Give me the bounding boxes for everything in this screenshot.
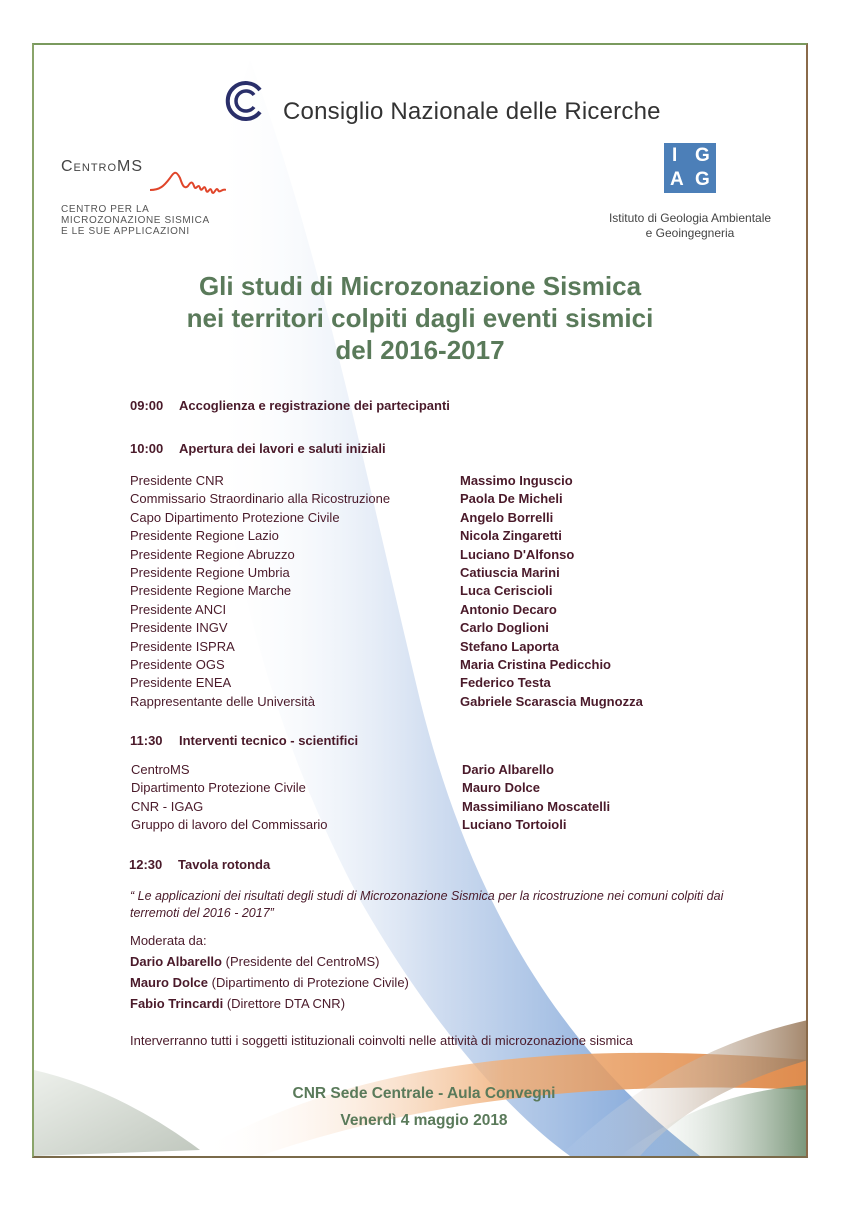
list-item: Presidente CNR bbox=[130, 473, 224, 488]
schedule-item-1000: 10:00 Apertura dei lavori e saluti iniziali bbox=[130, 441, 386, 456]
list-item: Catiuscia Marini bbox=[460, 565, 560, 581]
list-item: Luciano Tortoioli bbox=[462, 817, 567, 833]
greetings-roles bbox=[130, 472, 390, 711]
list-item: Luciano D'Alfonso bbox=[460, 546, 575, 562]
list-item: Gabriele Scarascia Mugnozza bbox=[460, 693, 643, 709]
greetings-names bbox=[460, 472, 643, 711]
list-item: CentroMS bbox=[131, 762, 190, 777]
schedule-item-0900: 09:00 Accoglienza e registrazione dei partecipanti bbox=[130, 398, 450, 413]
list-item: Rappresentante delle Università bbox=[130, 693, 315, 709]
roundtable-quote: “ Le applicazioni dei risultati degli studi di Microzonazione Sismica per la ricostruzione nei comuni colpiti dai terremoti del 2016 - 2017” bbox=[130, 889, 724, 920]
seismogram-icon bbox=[150, 168, 226, 198]
list-item: Massimiliano Moscatelli bbox=[462, 798, 611, 814]
igag-logo: I G A G bbox=[664, 143, 716, 193]
list-item: Paola De Micheli bbox=[460, 491, 563, 507]
list-item: Dario Albarello bbox=[462, 762, 554, 777]
igag-institute-name: Istituto di Geologia Ambientale e Geoingegneria bbox=[608, 211, 772, 240]
list-item: Nicola Zingaretti bbox=[460, 528, 562, 544]
moderators-list bbox=[130, 951, 409, 1014]
list-item: Carlo Doglioni bbox=[460, 620, 549, 636]
org-name: Consiglio Nazionale delle Ricerche bbox=[283, 98, 661, 125]
list-item: Presidente ISPRA bbox=[130, 638, 235, 654]
centroms-subtitle: CENTRO PER LA MICROZONAZIONE SISMICA E LE SUE APPLICAZIONI bbox=[61, 204, 210, 237]
schedule-item-1230: 12:30 Tavola rotonda bbox=[129, 857, 271, 872]
list-item: Stefano Laporta bbox=[460, 638, 559, 654]
list-item: Presidente OGS bbox=[130, 657, 225, 673]
talks-roles bbox=[131, 761, 328, 835]
list-item: Angelo Borrelli bbox=[460, 509, 554, 525]
list-item: Presidente Regione Marche bbox=[130, 583, 292, 599]
list-item: Massimo Inguscio bbox=[460, 473, 573, 488]
list-item: Presidente INGV bbox=[130, 620, 228, 636]
closing-note: Interverranno tutti i soggetti istituzionali coinvolti nelle attività di microzonazione sismica bbox=[130, 1033, 633, 1048]
list-item: Mauro Dolce bbox=[462, 780, 541, 796]
list-item: Luca Ceriscioli bbox=[460, 583, 553, 599]
talks-names bbox=[462, 761, 610, 835]
list-item: Presidente ANCI bbox=[130, 601, 227, 617]
venue: CNR Sede Centrale - Aula Convegni bbox=[292, 1085, 556, 1102]
event-date: Venerdì 4 maggio 2018 bbox=[340, 1112, 508, 1129]
list-item: Presidente Regione Abruzzo bbox=[130, 546, 295, 562]
moderated-by-label: Moderata da: bbox=[130, 933, 207, 948]
list-item: Dipartimento Protezione Civile bbox=[131, 780, 306, 796]
list-item: Maria Cristina Pedicchio bbox=[460, 657, 611, 673]
list-item: Presidente Regione Lazio bbox=[130, 528, 279, 544]
list-item: Mauro Dolce (Dipartimento di Protezione Civile) bbox=[130, 975, 409, 990]
page-title: Gli studi di Microzonazione Sismica nei territori colpiti dagli eventi sismici del 2016-2017 bbox=[186, 271, 654, 365]
list-item: Capo Dipartimento Protezione Civile bbox=[130, 509, 340, 525]
list-item: Fabio Trincardi (Direttore DTA CNR) bbox=[130, 996, 346, 1011]
list-item: CNR - IGAG bbox=[131, 798, 204, 814]
list-item: Federico Testa bbox=[460, 675, 551, 691]
schedule-item-1130: 11:30 Interventi tecnico - scientifici bbox=[130, 733, 359, 748]
list-item: Commissario Straordinario alla Ricostruzione bbox=[130, 491, 391, 507]
list-item: Gruppo di lavoro del Commissario bbox=[131, 817, 328, 833]
cnr-logo-icon bbox=[220, 78, 272, 124]
list-item: Presidente ENEA bbox=[130, 675, 232, 691]
list-item: Presidente Regione Umbria bbox=[130, 565, 290, 581]
list-item: Antonio Decaro bbox=[460, 601, 557, 617]
list-item: Dario Albarello (Presidente del CentroMS) bbox=[130, 954, 380, 969]
centroms-name: CentroMS bbox=[61, 158, 144, 175]
